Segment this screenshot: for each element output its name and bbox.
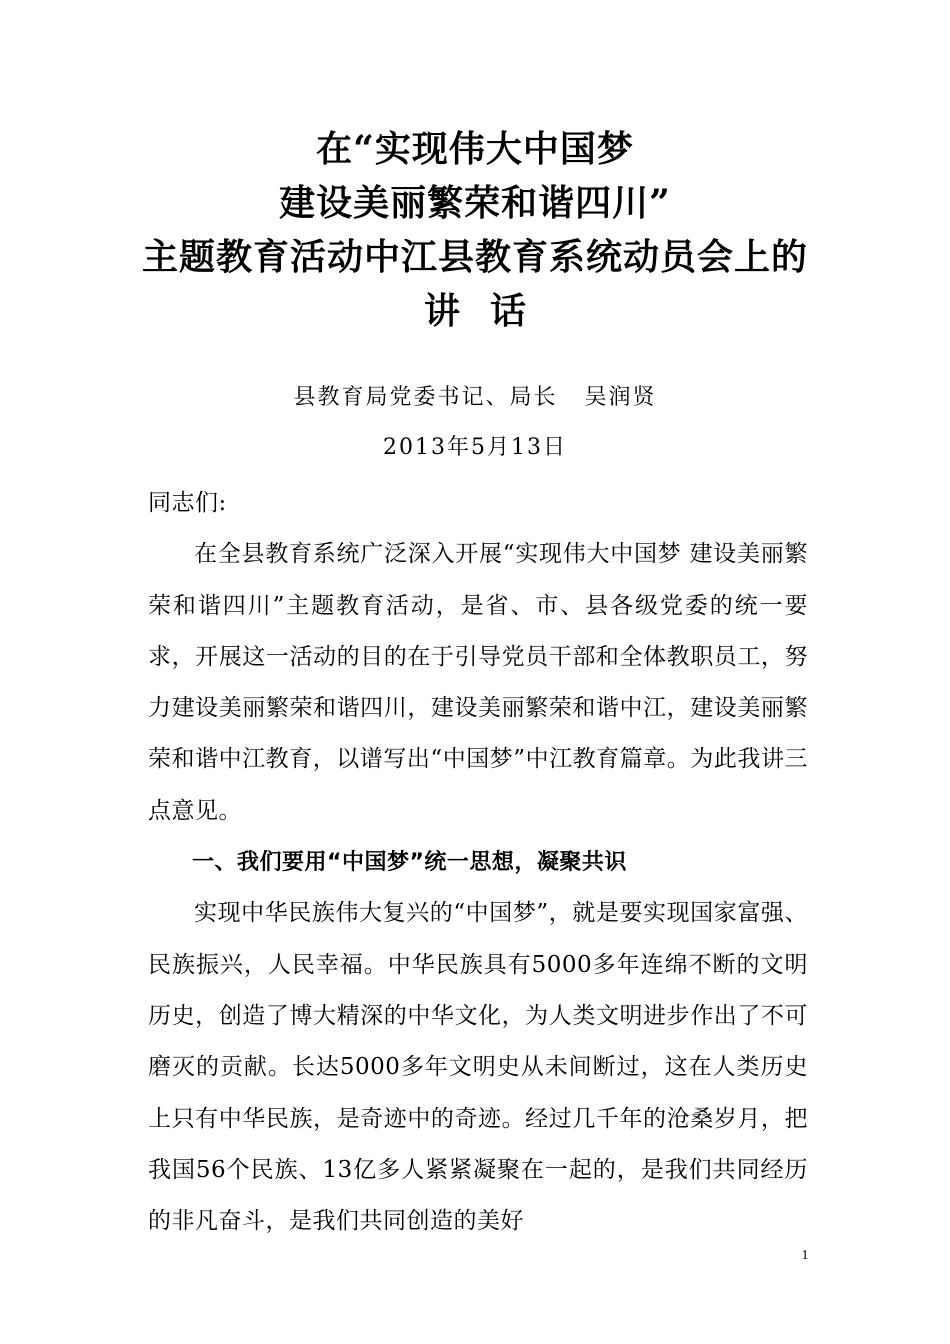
speech-body <box>148 478 808 1247</box>
speech-date: 2013年5月13日 <box>383 435 567 460</box>
author-line: 县教育局党委书记、局长 吴润贤 <box>293 385 657 410</box>
title-line-4: 讲话 <box>423 290 556 332</box>
paragraph-intro: 在全县教育系统广泛深入开展“实现伟大中国梦 建设美丽繁荣和谐四川”主题教育活动，是省、市、县各级党委的统一要求，开展这一活动的目的在于引导党员干部和全体教职员工，努力建设美丽繁荣和谐四川，建设美丽繁荣和谐中江，建设美丽繁荣和谐中江教育，以谱写出“中国梦”中江教育篇章。为此我讲三点意见。 <box>148 541 808 824</box>
title-line-2: 建设美丽繁荣和谐四川” <box>279 182 671 224</box>
section-heading-1: 一、我们要用“中国梦”统一思想，凝聚共识 <box>192 850 627 876</box>
salutation: 同志们: <box>148 490 227 516</box>
title-line-3: 主题教育活动中江县教育系统动员会上的 <box>141 236 808 278</box>
page-number: 1 <box>801 1248 809 1263</box>
document-title <box>0 122 950 338</box>
paragraph-section-1: 实现中华民族伟大复兴的“中国梦”，就是要实现国家富强、民族振兴，人民幸福。中华民族具有5000多年连绵不断的文明历史，创造了博大精深的中华文化，为人类文明进步作出了不可磨灭的贡献。长达5000多年文明史从未间断过，这在人类历史上只有中华民族，是奇迹中的奇迹。经过几千年的沧桑岁月，把我国56个民族、13亿多人紧紧凝聚在一起的，是我们共同经历的非凡奋斗，是我们共同创造的美好 <box>148 900 808 1235</box>
title-line-1: 在“实现伟大中国梦 <box>316 128 634 170</box>
